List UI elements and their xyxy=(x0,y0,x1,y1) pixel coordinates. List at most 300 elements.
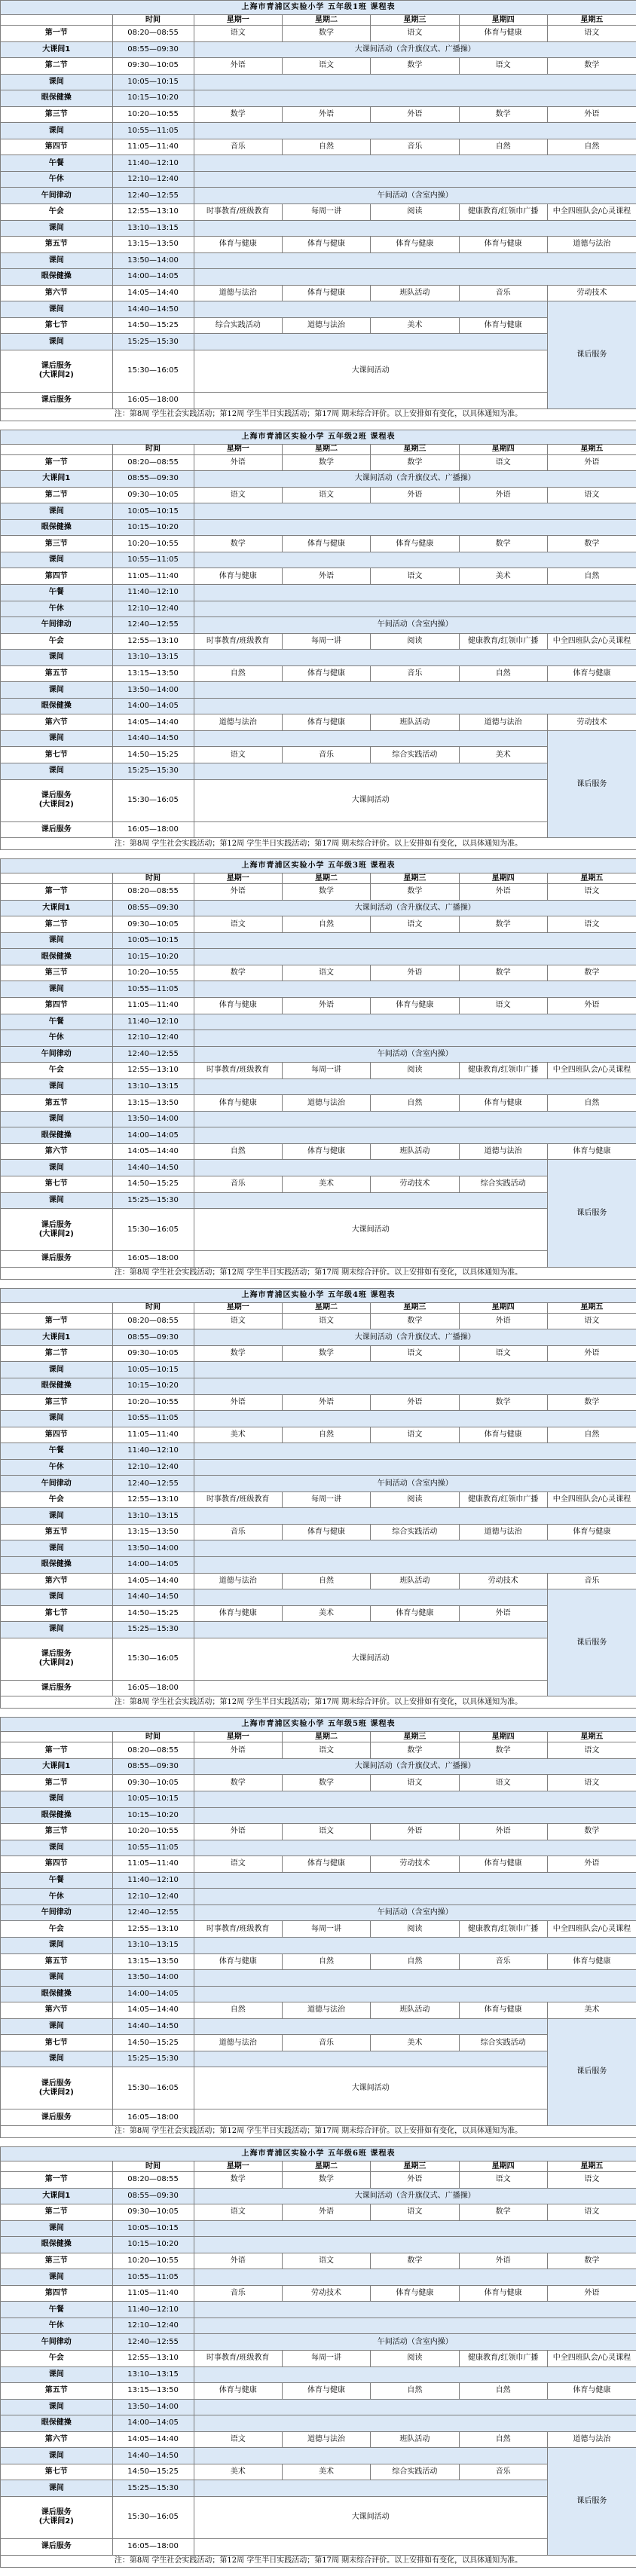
schedule-cell: 数学 xyxy=(371,454,459,471)
table-row xyxy=(1,682,636,699)
period-label: 午休 xyxy=(1,171,113,188)
schedule-cell xyxy=(194,1840,636,1856)
period-time: 14:50—15:25 xyxy=(112,1605,194,1622)
table-row xyxy=(1,1313,636,1329)
schedule-cell: 中全四班队会/心灵课程 xyxy=(547,1491,636,1508)
timetable-table xyxy=(0,430,636,851)
header-day-1: 星期一 xyxy=(194,873,282,884)
schedule-cell: 语文 xyxy=(194,26,282,42)
after-school-service-cell: 课后服务 xyxy=(547,2448,636,2555)
period-time: 09:30—10:05 xyxy=(112,487,194,503)
period-time: 13:50—14:00 xyxy=(112,252,194,269)
table-row xyxy=(1,106,636,123)
period-label: 第四节 xyxy=(1,998,113,1014)
table-row xyxy=(1,1508,636,1525)
schedule-cell: 道德与法治 xyxy=(194,1573,282,1589)
period-time: 11:40—12:10 xyxy=(112,155,194,172)
period-label: 课间 xyxy=(1,1840,113,1856)
period-time: 09:30—10:05 xyxy=(112,1775,194,1791)
period-time: 14:00—14:05 xyxy=(112,1986,194,2002)
schedule-cell: 外语 xyxy=(282,568,370,585)
table-row xyxy=(1,1046,636,1063)
table-row xyxy=(1,2431,636,2448)
schedule-cell: 美术 xyxy=(282,1176,370,1193)
schedule-cell: 数学 xyxy=(371,58,459,75)
period-label: 午餐 xyxy=(1,1014,113,1030)
schedule-cell: 美术 xyxy=(282,1605,370,1622)
schedule-cell: 语文 xyxy=(282,1313,370,1329)
schedule-cell: 语文 xyxy=(371,1775,459,1791)
period-time: 10:05—10:15 xyxy=(112,1791,194,1808)
period-label: 第七节 xyxy=(1,317,113,334)
period-time: 13:15—13:50 xyxy=(112,2383,194,2400)
table-row xyxy=(1,1742,636,1759)
schedule-cell: 数学 xyxy=(459,2204,547,2221)
schedule-cell xyxy=(194,1078,636,1095)
period-label: 第六节 xyxy=(1,714,113,731)
period-label: 课后服务 xyxy=(1,2109,113,2126)
table-row xyxy=(1,1557,636,1574)
period-time: 15:25—15:30 xyxy=(112,2480,194,2497)
schedule-cell xyxy=(194,552,636,568)
schedule-cell: 语文 xyxy=(371,2204,459,2221)
schedule-cell xyxy=(194,1508,636,1525)
period-time: 14:40—14:50 xyxy=(112,730,194,747)
period-time: 12:40—12:55 xyxy=(112,1476,194,1492)
schedule-cell: 体育与健康 xyxy=(194,1953,282,1970)
schedule-cell: 音乐 xyxy=(371,139,459,155)
table-row xyxy=(1,698,636,714)
table-row xyxy=(1,139,636,155)
schedule-cell: 数学 xyxy=(459,106,547,123)
table-row xyxy=(1,1192,636,1209)
class-timetable-6 xyxy=(0,2146,636,2576)
table-row xyxy=(1,1443,636,1460)
schedule-cell: 数学 xyxy=(371,1313,459,1329)
schedule-cell: 语文 xyxy=(547,1742,636,1759)
period-time: 14:00—14:05 xyxy=(112,698,194,714)
period-label: 第六节 xyxy=(1,2431,113,2448)
header-day-2: 星期二 xyxy=(282,444,370,454)
period-time: 12:55—13:10 xyxy=(112,1491,194,1508)
header-day-4: 星期四 xyxy=(459,2161,547,2172)
period-time: 12:55—13:10 xyxy=(112,204,194,221)
schedule-cell: 自然 xyxy=(371,1953,459,1970)
period-time: 13:50—14:00 xyxy=(112,1970,194,1987)
period-time: 14:05—14:40 xyxy=(112,2431,194,2448)
schedule-cell: 道德与法治 xyxy=(547,237,636,253)
period-label: 课间 xyxy=(1,682,113,699)
period-time: 14:50—15:25 xyxy=(112,747,194,763)
schedule-cell: 午间活动（含室内操） xyxy=(194,1046,636,1063)
schedule-cell xyxy=(194,220,636,237)
period-label: 午间律动 xyxy=(1,1904,113,1921)
header-day-3: 星期三 xyxy=(371,873,459,884)
table-row xyxy=(1,74,636,90)
header-day-3: 星期三 xyxy=(371,2161,459,2172)
period-time: 08:20—08:55 xyxy=(112,2172,194,2189)
header-day-1: 星期一 xyxy=(194,1732,282,1742)
timetable-table xyxy=(0,1717,636,2138)
period-time: 11:05—11:40 xyxy=(112,1856,194,1873)
table-row xyxy=(1,188,636,204)
schedule-cell: 语文 xyxy=(371,568,459,585)
schedule-cell: 体育与健康 xyxy=(459,2002,547,2019)
class-timetable-2 xyxy=(0,430,636,859)
schedule-cell: 数学 xyxy=(459,1742,547,1759)
table-row xyxy=(1,237,636,253)
schedule-cell: 自然 xyxy=(282,1427,370,1443)
schedule-cell: 道德与法治 xyxy=(282,2431,370,2448)
period-label: 第三节 xyxy=(1,536,113,552)
period-label: 午会 xyxy=(1,204,113,221)
period-label: 第七节 xyxy=(1,1176,113,1193)
period-time: 09:30—10:05 xyxy=(112,916,194,933)
schedule-cell: 每周一讲 xyxy=(282,1491,370,1508)
schedule-cell: 体育与健康 xyxy=(194,568,282,585)
table-row xyxy=(1,2399,636,2415)
schedule-cell xyxy=(194,1411,636,1427)
table-row xyxy=(1,1411,636,1427)
schedule-cell: 数学 xyxy=(459,536,547,552)
period-time: 10:15—10:20 xyxy=(112,519,194,536)
schedule-cell xyxy=(194,1127,636,1144)
schedule-cell: 语文 xyxy=(547,884,636,901)
title-row xyxy=(1,1718,636,1732)
period-time: 13:50—14:00 xyxy=(112,682,194,699)
table-row xyxy=(1,1824,636,1840)
period-time: 11:40—12:10 xyxy=(112,584,194,601)
schedule-cell: 语文 xyxy=(194,1856,282,1873)
period-label: 第七节 xyxy=(1,747,113,763)
period-label: 第七节 xyxy=(1,2464,113,2480)
schedule-cell: 语文 xyxy=(194,487,282,503)
table-row xyxy=(1,1807,636,1824)
schedule-cell: 外语 xyxy=(371,2172,459,2189)
schedule-cell xyxy=(194,821,547,838)
table-row xyxy=(1,1063,636,1079)
note-row xyxy=(1,2125,636,2137)
schedule-cell: 语文 xyxy=(547,1775,636,1791)
period-label: 课间 xyxy=(1,74,113,90)
schedule-cell xyxy=(194,2018,547,2035)
period-time: 15:30—16:05 xyxy=(112,779,194,821)
schedule-cell: 体育与健康 xyxy=(371,1605,459,1622)
period-label: 第二节 xyxy=(1,2204,113,2221)
schedule-cell: 美术 xyxy=(547,2002,636,2019)
period-label: 课间 xyxy=(1,1791,113,1808)
table-row xyxy=(1,779,636,821)
period-label: 大课间1 xyxy=(1,1758,113,1775)
period-time: 11:05—11:40 xyxy=(112,2285,194,2302)
schedule-cell xyxy=(194,1192,547,1209)
header-period xyxy=(1,15,113,26)
table-row xyxy=(1,317,636,334)
header-period xyxy=(1,2161,113,2172)
schedule-cell: 外语 xyxy=(194,884,282,901)
schedule-cell: 数学 xyxy=(459,916,547,933)
schedule-cell: 健康教育/红领巾广播 xyxy=(459,633,547,650)
table-row xyxy=(1,2018,636,2035)
period-time: 10:55—11:05 xyxy=(112,123,194,139)
header-time: 时间 xyxy=(112,444,194,454)
period-label: 大课间1 xyxy=(1,41,113,58)
header-time: 时间 xyxy=(112,15,194,26)
period-time: 15:25—15:30 xyxy=(112,763,194,779)
table-row xyxy=(1,1589,636,1606)
schedule-cell xyxy=(194,730,547,747)
period-time: 15:30—16:05 xyxy=(112,2496,194,2538)
schedule-cell: 劳动技术 xyxy=(547,285,636,301)
table-row xyxy=(1,2253,636,2269)
table-row xyxy=(1,2172,636,2189)
period-label: 眼保健操 xyxy=(1,2415,113,2432)
schedule-cell: 大课间活动 xyxy=(194,1638,547,1680)
table-row xyxy=(1,617,636,634)
period-time: 14:50—15:25 xyxy=(112,317,194,334)
period-label: 课间 xyxy=(1,730,113,747)
schedule-cell: 大课间活动 xyxy=(194,350,547,392)
table-row xyxy=(1,2035,636,2051)
footnote: 注：第8周 学生社会实践活动；第12周 学生半日实践活动；第17周 期末综合评价。以上安排如有变化，以具体通知为准。 xyxy=(1,2125,636,2137)
table-row xyxy=(1,1791,636,1808)
schedule-cell: 体育与健康 xyxy=(459,26,547,42)
schedule-cell: 语文 xyxy=(459,1775,547,1791)
period-time: 15:25—15:30 xyxy=(112,334,194,350)
schedule-cell: 时事教育/班级教育 xyxy=(194,1491,282,1508)
period-time: 12:10—12:40 xyxy=(112,1030,194,1047)
schedule-cell: 语文 xyxy=(282,965,370,981)
period-label: 课间 xyxy=(1,763,113,779)
header-day-1: 星期一 xyxy=(194,1302,282,1313)
table-row xyxy=(1,2067,636,2109)
table-row xyxy=(1,1856,636,1873)
table-row xyxy=(1,932,636,949)
period-time: 14:40—14:50 xyxy=(112,1160,194,1176)
schedule-cell xyxy=(194,981,636,998)
schedule-cell: 午间活动（含室内操） xyxy=(194,2334,636,2351)
table-row xyxy=(1,155,636,172)
table-row xyxy=(1,2538,636,2555)
period-time: 11:05—11:40 xyxy=(112,998,194,1014)
schedule-cell xyxy=(194,2366,636,2383)
table-row xyxy=(1,2109,636,2126)
schedule-cell: 外语 xyxy=(282,106,370,123)
schedule-cell: 大课间活动 xyxy=(194,2496,547,2538)
schedule-cell: 语文 xyxy=(194,1313,282,1329)
period-label: 午餐 xyxy=(1,1872,113,1889)
schedule-cell: 数学 xyxy=(547,1394,636,1411)
schedule-cell xyxy=(194,1251,547,1268)
period-label: 眼保健操 xyxy=(1,1378,113,1394)
period-label: 第三节 xyxy=(1,106,113,123)
schedule-cell xyxy=(194,1540,636,1557)
period-time: 08:55—09:30 xyxy=(112,471,194,488)
period-label: 第六节 xyxy=(1,1143,113,1160)
period-time: 08:20—08:55 xyxy=(112,1742,194,1759)
table-row xyxy=(1,503,636,520)
schedule-cell: 体育与健康 xyxy=(282,536,370,552)
schedule-cell: 午间活动（含室内操） xyxy=(194,617,636,634)
period-label: 课间 xyxy=(1,932,113,949)
period-time: 15:30—16:05 xyxy=(112,1638,194,1680)
period-time: 16:05—18:00 xyxy=(112,1251,194,1268)
schedule-cell: 体育与健康 xyxy=(459,1427,547,1443)
table-row xyxy=(1,220,636,237)
period-label: 第一节 xyxy=(1,884,113,901)
schedule-cell: 数学 xyxy=(282,884,370,901)
period-time: 12:10—12:40 xyxy=(112,601,194,617)
period-label: 眼保健操 xyxy=(1,519,113,536)
schedule-cell: 劳动技术 xyxy=(547,714,636,731)
schedule-cell: 班队活动 xyxy=(371,2002,459,2019)
period-label: 眼保健操 xyxy=(1,1127,113,1144)
table-row xyxy=(1,2204,636,2221)
table-row xyxy=(1,1872,636,1889)
period-label: 午休 xyxy=(1,1889,113,1905)
footnote: 注：第8周 学生社会实践活动；第12周 学生半日实践活动；第17周 期末综合评价。以上安排如有变化，以具体通知为准。 xyxy=(1,1267,636,1279)
schedule-cell: 外语 xyxy=(194,1394,282,1411)
period-time: 12:55—13:10 xyxy=(112,1921,194,1938)
schedule-cell: 时事教育/班级教育 xyxy=(194,1063,282,1079)
period-time: 08:55—09:30 xyxy=(112,1329,194,1346)
schedule-cell: 综合实践活动 xyxy=(371,1524,459,1540)
period-time: 12:10—12:40 xyxy=(112,171,194,188)
schedule-cell xyxy=(194,269,636,286)
schedule-cell xyxy=(194,1889,636,1905)
period-time: 10:20—10:55 xyxy=(112,965,194,981)
header-day-1: 星期一 xyxy=(194,15,282,26)
period-time: 13:15—13:50 xyxy=(112,665,194,682)
table-row xyxy=(1,334,636,350)
period-label: 第二节 xyxy=(1,916,113,933)
period-time: 14:05—14:40 xyxy=(112,1143,194,1160)
period-label: 午会 xyxy=(1,1491,113,1508)
period-time: 14:40—14:50 xyxy=(112,2448,194,2464)
schedule-cell: 体育与健康 xyxy=(282,285,370,301)
schedule-cell: 数学 xyxy=(194,536,282,552)
period-label: 课间 xyxy=(1,1508,113,1525)
period-time: 10:05—10:15 xyxy=(112,74,194,90)
schedule-cell: 语文 xyxy=(547,26,636,42)
period-time: 14:40—14:50 xyxy=(112,1589,194,1606)
schedule-cell xyxy=(194,1030,636,1047)
table-row xyxy=(1,1680,636,1696)
schedule-cell: 外语 xyxy=(371,1824,459,1840)
period-label: 课间 xyxy=(1,2220,113,2237)
table-row xyxy=(1,730,636,747)
table-row xyxy=(1,536,636,552)
period-time: 08:20—08:55 xyxy=(112,884,194,901)
schedule-cell: 班队活动 xyxy=(371,1573,459,1589)
schedule-cell: 数学 xyxy=(547,58,636,75)
schedule-cell: 数学 xyxy=(194,1775,282,1791)
schedule-cell: 道德与法治 xyxy=(194,285,282,301)
header-day-3: 星期三 xyxy=(371,1302,459,1313)
header-time: 时间 xyxy=(112,1302,194,1313)
header-row xyxy=(1,1732,636,1742)
table-row xyxy=(1,2480,636,2497)
schedule-cell: 外语 xyxy=(459,1605,547,1622)
schedule-cell: 语文 xyxy=(282,487,370,503)
period-time: 10:55—11:05 xyxy=(112,981,194,998)
schedule-cell: 阅读 xyxy=(371,204,459,221)
schedule-cell: 午间活动（含室内操） xyxy=(194,1476,636,1492)
schedule-cell xyxy=(194,171,636,188)
table-row xyxy=(1,58,636,75)
table-row xyxy=(1,1904,636,1921)
schedule-cell: 体育与健康 xyxy=(547,2383,636,2400)
period-time: 14:05—14:40 xyxy=(112,1573,194,1589)
schedule-cell: 体育与健康 xyxy=(194,2383,282,2400)
period-time: 10:20—10:55 xyxy=(112,536,194,552)
table-row xyxy=(1,584,636,601)
schedule-cell: 语文 xyxy=(194,2431,282,2448)
table-row xyxy=(1,2464,636,2480)
page-title: 上海市青浦区实验小学 五年级2班 课程表 xyxy=(1,430,636,444)
period-label: 课间 xyxy=(1,503,113,520)
table-row xyxy=(1,1986,636,2002)
schedule-cell: 语文 xyxy=(194,2204,282,2221)
period-label: 眼保健操 xyxy=(1,90,113,107)
period-label: 眼保健操 xyxy=(1,269,113,286)
period-label: 课后服务 (大课间2) xyxy=(1,1209,113,1251)
table-row xyxy=(1,123,636,139)
schedule-cell: 体育与健康 xyxy=(194,237,282,253)
period-label: 课间 xyxy=(1,1937,113,1953)
schedule-cell: 班队活动 xyxy=(371,714,459,731)
schedule-cell: 自然 xyxy=(194,665,282,682)
page-title: 上海市青浦区实验小学 五年级6班 课程表 xyxy=(1,2147,636,2161)
period-label: 课间 xyxy=(1,301,113,318)
period-time: 10:20—10:55 xyxy=(112,1394,194,1411)
schedule-cell xyxy=(194,252,636,269)
schedule-cell: 劳动技术 xyxy=(282,2285,370,2302)
period-label: 课间 xyxy=(1,1160,113,1176)
title-row xyxy=(1,1288,636,1302)
period-label: 课间 xyxy=(1,2399,113,2415)
table-row xyxy=(1,633,636,650)
class-timetable-3 xyxy=(0,858,636,1288)
period-time: 10:20—10:55 xyxy=(112,106,194,123)
period-label: 第七节 xyxy=(1,2035,113,2051)
period-time: 10:05—10:15 xyxy=(112,2220,194,2237)
period-label: 第五节 xyxy=(1,665,113,682)
schedule-cell: 午间活动（含室内操） xyxy=(194,188,636,204)
header-day-1: 星期一 xyxy=(194,2161,282,2172)
header-day-5: 星期五 xyxy=(547,2161,636,2172)
schedule-cell: 健康教育/红领巾广播 xyxy=(459,1063,547,1079)
title-row xyxy=(1,1,636,15)
after-school-service-cell: 课后服务 xyxy=(547,301,636,408)
period-label: 课间 xyxy=(1,2051,113,2067)
table-row xyxy=(1,998,636,1014)
header-day-3: 星期三 xyxy=(371,1732,459,1742)
period-time: 10:20—10:55 xyxy=(112,1824,194,1840)
period-label: 午休 xyxy=(1,601,113,617)
schedule-cell xyxy=(194,1872,636,1889)
period-label: 第四节 xyxy=(1,1856,113,1873)
schedule-cell xyxy=(194,932,636,949)
schedule-cell: 音乐 xyxy=(194,139,282,155)
table-row xyxy=(1,1573,636,1589)
schedule-cell: 大课间活动 xyxy=(194,779,547,821)
period-label: 第二节 xyxy=(1,487,113,503)
schedule-cell: 时事教育/班级教育 xyxy=(194,1921,282,1938)
schedule-cell: 数学 xyxy=(371,884,459,901)
schedule-cell: 自然 xyxy=(282,139,370,155)
schedule-cell xyxy=(194,2415,636,2432)
